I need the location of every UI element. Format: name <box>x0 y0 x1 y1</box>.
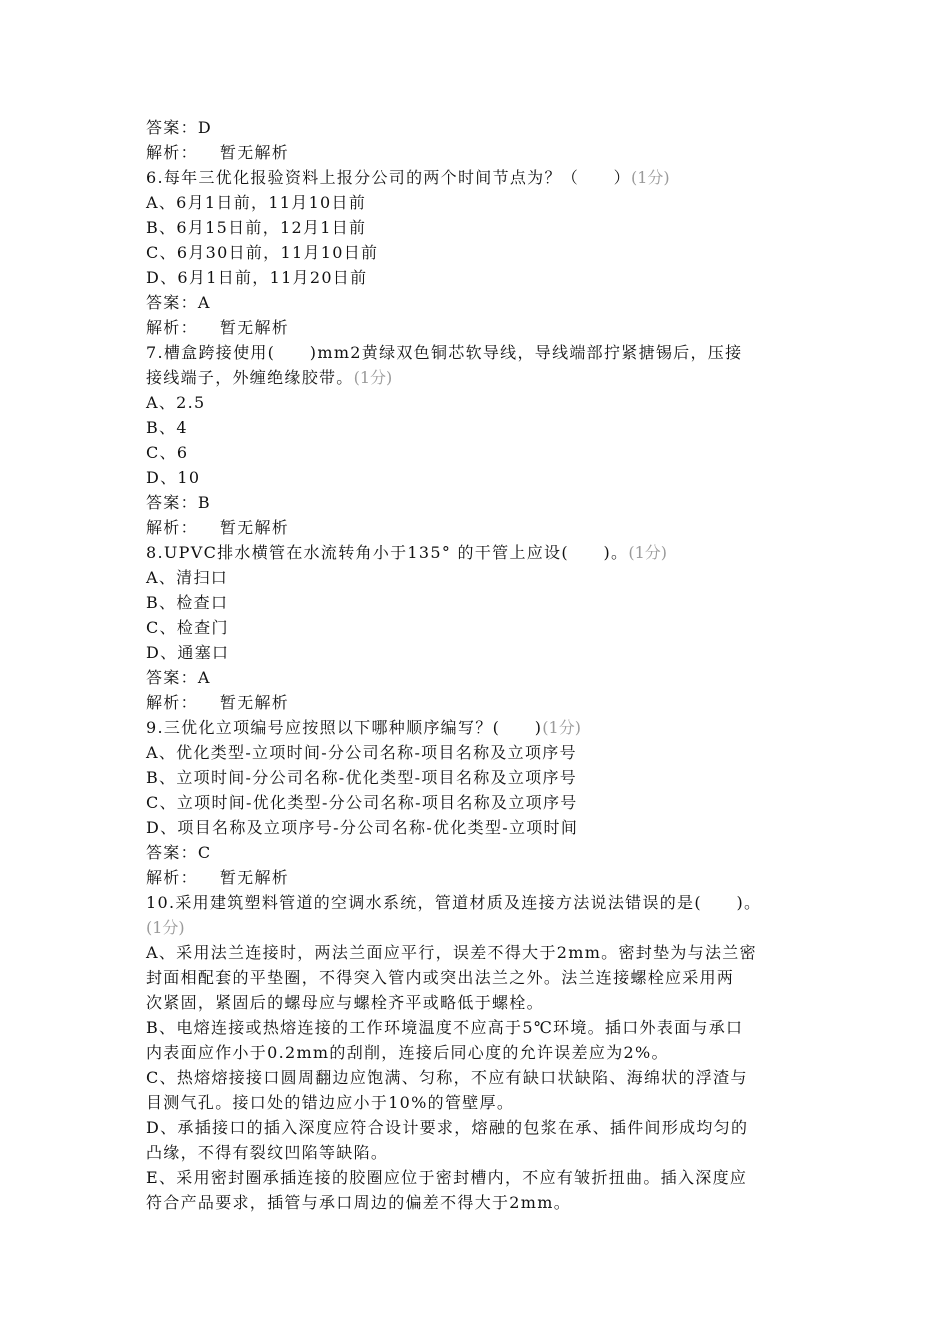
explanation <box>146 315 816 340</box>
stem-text: 6.每年三优化报验资料上报分公司的两个时间节点为？（ ） <box>146 168 631 187</box>
explain-label: 解析： <box>146 693 198 712</box>
option-a-line2: 封面相配套的平垫圈，不得突入管内或突出法兰之外。法兰连接螺栓应采用两 <box>146 968 735 987</box>
explanation <box>146 515 816 540</box>
question-stem-line2 <box>146 365 816 390</box>
answer: 答案：B <box>146 493 211 512</box>
question-stem <box>146 540 816 565</box>
question-6 <box>146 165 816 340</box>
question-stem-line1: 7.槽盒跨接使用( )mm2黄绿双色铜芯软导线，导线端部拧紧搪锡后，压接 <box>146 343 743 362</box>
option-b-line1: B、电熔连接或热熔连接的工作环境温度不应高于5℃环境。插口外表面与承口 <box>146 1018 744 1037</box>
option-e-line1: E、采用密封圈承插连接的胶圈应位于密封槽内，不应有皱折扭曲。插入深度应 <box>146 1168 748 1187</box>
stem-text: 接线端子，外缠绝缘胶带。 <box>146 368 354 387</box>
option-d-line1: D、承插接口的插入深度应符合设计要求，熔融的包浆在承、插件间形成均匀的 <box>146 1118 749 1137</box>
explain-value: 暂无解析 <box>219 143 290 162</box>
explain-value: 暂无解析 <box>219 518 290 537</box>
question-10 <box>146 890 816 1215</box>
option-b: B、4 <box>146 418 188 437</box>
option-b: B、检查口 <box>146 593 229 612</box>
option-c: C、立项时间-优化类型-分公司名称-项目名称及立项序号 <box>146 793 578 812</box>
answer: 答案：A <box>146 293 211 312</box>
option-d: D、10 <box>146 468 201 487</box>
option-b-line2: 内表面应作小于0.2mm的刮削，连接后同心度的允许误差应为2%。 <box>146 1043 669 1062</box>
option-a: A、2.5 <box>146 393 206 412</box>
option-a: A、6月1日前，11月10日前 <box>146 193 367 212</box>
option-c: C、6月30日前，11月10日前 <box>146 243 379 262</box>
option-c: C、检查门 <box>146 618 229 637</box>
question-9 <box>146 715 816 890</box>
score-label: (1分) <box>146 918 185 937</box>
prev-answer: 答案：D <box>146 118 213 137</box>
question-stem <box>146 715 816 740</box>
question-8 <box>146 540 816 715</box>
explain-label: 解析： <box>146 143 198 162</box>
explain-label: 解析： <box>146 318 198 337</box>
explain-value: 暂无解析 <box>219 318 290 337</box>
option-d: D、6月1日前，11月20日前 <box>146 268 368 287</box>
option-b: B、6月15日前，12月1日前 <box>146 218 367 237</box>
explain-label: 解析： <box>146 868 198 887</box>
option-c: C、6 <box>146 443 189 462</box>
explain-label: 解析： <box>146 518 198 537</box>
option-d-line2: 凸缘，不得有裂纹凹陷等缺陷。 <box>146 1143 389 1162</box>
option-c-line1: C、热熔熔接接口圆周翻边应饱满、匀称，不应有缺口状缺陷、海绵状的浮渣与 <box>146 1068 748 1087</box>
explain-value: 暂无解析 <box>219 693 290 712</box>
score-label: (1分) <box>628 543 667 562</box>
option-d: D、项目名称及立项序号-分公司名称-优化类型-立项时间 <box>146 818 579 837</box>
question-stem: 10.采用建筑塑料管道的空调水系统，管道材质及连接方法说法错误的是( )。 <box>146 893 762 912</box>
explanation <box>146 865 816 890</box>
option-b: B、立项时间-分公司名称-优化类型-项目名称及立项序号 <box>146 768 578 787</box>
option-c-line2: 目测气孔。接口处的错边应小于10%的管壁厚。 <box>146 1093 515 1112</box>
answer: 答案：C <box>146 843 212 862</box>
explanation <box>146 690 816 715</box>
option-d: D、通塞口 <box>146 643 230 662</box>
question-7 <box>146 340 816 540</box>
option-a-line3: 次紧固，紧固后的螺母应与螺栓齐平或略低于螺栓。 <box>146 993 544 1012</box>
exam-content <box>146 115 816 1215</box>
stem-text: 8.UPVC排水横管在水流转角小于135° 的干管上应设( )。 <box>146 543 629 562</box>
option-a: A、清扫口 <box>146 568 229 587</box>
score-label: (1分) <box>353 368 393 387</box>
stem-text: 9.三优化立项编号应按照以下哪种顺序编写？( ) <box>146 718 543 737</box>
score-label: (1分) <box>630 168 670 187</box>
explain-value: 暂无解析 <box>219 868 290 887</box>
option-a-line1: A、采用法兰连接时，两法兰面应平行，误差不得大于2mm。密封垫为与法兰密 <box>146 943 757 962</box>
score-label: (1分) <box>542 718 581 737</box>
question-stem <box>146 165 816 190</box>
answer: 答案：A <box>146 668 211 687</box>
option-a: A、优化类型-立项时间-分公司名称-项目名称及立项序号 <box>146 743 577 762</box>
prev-explanation <box>146 140 816 165</box>
option-e-line2: 符合产品要求，插管与承口周边的偏差不得大于2mm。 <box>146 1193 572 1212</box>
